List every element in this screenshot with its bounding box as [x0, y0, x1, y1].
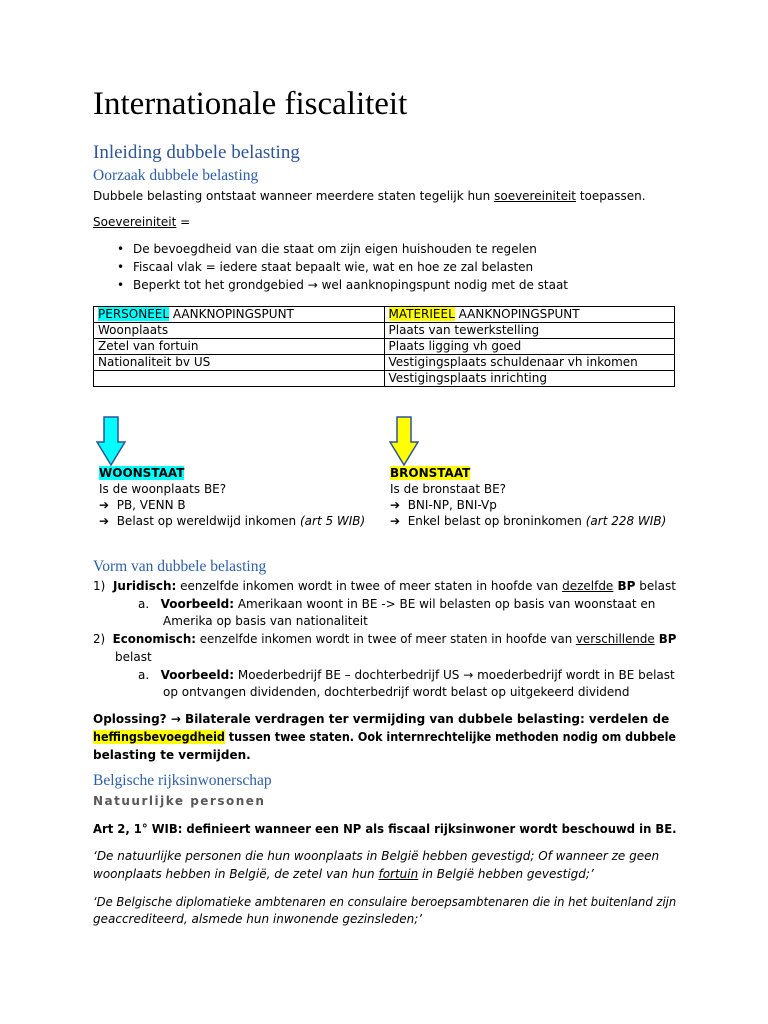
- oplossing-line1: [93, 711, 669, 727]
- quote2-line1: ‘De Belgische diplomatieke ambtenaren en consulaire beroepsambtenaren die in het buitenland zijn: [93, 895, 677, 909]
- item-bold: Juridisch:: [112, 579, 177, 593]
- table-row: [94, 323, 675, 339]
- art-bold: Art 2, 1° WIB:: [93, 822, 183, 836]
- quote2-line2: geaccrediteerd, alsmede hun inwonende gezinsleden;’: [93, 912, 423, 926]
- right-arrow-icon: ➔: [390, 498, 401, 512]
- item-text: eenzelfde inkomen wordt in twee of meer staten in hoofde van: [176, 579, 563, 593]
- woonstaat-block: [99, 465, 365, 529]
- quote-text: woonplaats hebben in België, de zetel van hun: [93, 867, 379, 881]
- table-cell: Nationaliteit bv US: [94, 355, 385, 371]
- section-heading-inleiding: Inleiding dubbele belasting: [93, 142, 300, 163]
- oplossing-text: → Bilaterale verdragen ter vermijding van dubbele belasting: verdelen de: [166, 712, 670, 726]
- intro-underlined-term: soevereiniteit: [494, 189, 577, 203]
- list-item: [390, 497, 666, 513]
- table-header-row: [94, 307, 675, 323]
- oplossing-bold: Oplossing?: [93, 712, 167, 726]
- list-item: [93, 242, 568, 260]
- oplossing-text: tussen twee staten. Ook internrechtelijke methoden nodig om dubbele: [224, 730, 676, 744]
- right-arrow-icon: ➔: [390, 514, 401, 528]
- bullet-icon: •: [117, 242, 125, 256]
- subheading-rijksinwonerschap: Belgische rijksinwonerschap: [93, 772, 272, 789]
- sub-bold: Voorbeeld:: [160, 668, 235, 682]
- table-row: [94, 371, 675, 387]
- down-arrow-yellow-icon: [389, 416, 419, 466]
- quote-text: in België hebben gevestigd;’: [418, 867, 594, 881]
- sub-letter: a.: [138, 597, 150, 611]
- item-underlined: dezelfde: [562, 579, 614, 593]
- ordered-item-1: [93, 578, 676, 594]
- quote-underlined: fortuin: [378, 867, 419, 881]
- right-arrow-icon: ➔: [99, 514, 110, 528]
- art-text: definieert wanneer een NP als fiscaal rijksinwoner wordt beschouwd in BE.: [182, 822, 677, 836]
- down-arrow-cyan-icon: [96, 416, 126, 466]
- right-arrow-icon: ➔: [99, 498, 110, 512]
- item-number: 2): [93, 632, 106, 646]
- table-cell: Vestigingsplaats schuldenaar vh inkomen: [384, 355, 675, 371]
- woonstaat-question: Is de woonplaats BE?: [99, 482, 227, 496]
- table-cell: Zetel van fortuin: [94, 339, 385, 355]
- table-cell: Plaats van tewerkstelling: [384, 323, 675, 339]
- sub-item-2a-line2: op ontvangen dividenden, dochterbedrijf wordt belast op uitgekeerd dividend: [163, 685, 630, 699]
- item-text: PB, VENN B: [116, 498, 186, 512]
- item-bold-bp: BP: [613, 579, 636, 593]
- item-underlined: verschillende: [575, 632, 655, 646]
- item-bold: Economisch:: [112, 632, 196, 646]
- table-header-personeel: [94, 307, 385, 323]
- definition-eq: =: [176, 215, 191, 229]
- intro-text-2: toepassen.: [576, 189, 646, 203]
- art-line: [93, 821, 677, 837]
- sub-item-1a: [138, 596, 655, 612]
- item-text: BNI-NP, BNI-Vp: [407, 498, 497, 512]
- header-rest: AANKNOPINGSPUNT: [454, 307, 580, 321]
- list-item: [99, 513, 365, 529]
- table-row: [94, 339, 675, 355]
- item-text: Enkel belast op broninkomen: [407, 514, 586, 528]
- table-header-materieel: [384, 307, 675, 323]
- ordered-item-2-line2: belast: [115, 650, 152, 664]
- list-item: [93, 278, 568, 296]
- page-title: Internationale fiscaliteit: [93, 86, 408, 122]
- item-number: 1): [93, 579, 106, 593]
- highlight-heffingsbevoegdheid: heffingsbevoegdheid: [93, 730, 225, 744]
- woonstaat-label: WOONSTAAT: [99, 466, 185, 480]
- bullet-text: Fiscaal vlak = iedere staat bepaalt wie, wat en hoe ze zal belasten: [133, 260, 534, 274]
- table-cell: Plaats ligging vh goed: [384, 339, 675, 355]
- highlight-materieel: MATERIEEL: [388, 307, 455, 321]
- sub-text: Moederbedrijf BE – dochterbedrijf US → moederbedrijf wordt in BE belast: [234, 668, 675, 682]
- sub-item-1a-line2: Amerika op basis van nationaliteit: [163, 614, 368, 628]
- bronstaat-label: BRONSTAAT: [390, 466, 471, 480]
- item-ref: (art 5 WIB): [299, 514, 366, 528]
- item-bold-bp: BP: [654, 632, 677, 646]
- sub-bold: Voorbeeld:: [160, 597, 235, 611]
- definition-line: [93, 214, 190, 230]
- item-ref: (art 228 WIB): [585, 514, 667, 528]
- list-item: [390, 513, 666, 529]
- item-text: eenzelfde inkomen wordt in twee of meer staten in hoofde van: [195, 632, 576, 646]
- oplossing-line2: [93, 729, 676, 745]
- list-item: [99, 497, 365, 513]
- quote1-line1: ‘De natuurlijke personen die hun woonplaats in België hebben gevestigd; Of wanneer ze geen: [93, 849, 660, 863]
- bullet-list: [93, 242, 568, 296]
- oplossing-line3: belasting te vermijden.: [93, 748, 251, 762]
- subheading-oorzaak: Oorzaak dubbele belasting: [93, 167, 259, 184]
- subheading-natuurlijke-personen: Natuurlijke personen: [93, 794, 266, 808]
- list-item: [93, 260, 568, 278]
- table-cell: Woonplaats: [94, 323, 385, 339]
- item-text: Belast op wereldwijd inkomen: [116, 514, 300, 528]
- aanknopingspunt-table: [93, 306, 675, 387]
- sub-letter: a.: [138, 668, 150, 682]
- bronstaat-question: Is de bronstaat BE?: [390, 482, 507, 496]
- intro-paragraph: [93, 188, 646, 204]
- sub-item-2a: [138, 667, 675, 683]
- bronstaat-block: [390, 465, 666, 529]
- bullet-icon: •: [117, 278, 125, 292]
- definition-term: Soevereiniteit: [93, 215, 177, 229]
- bullet-text: De bevoegdheid van die staat om zijn eigen huishouden te regelen: [133, 242, 537, 256]
- table-cell: Vestigingsplaats inrichting: [384, 371, 675, 387]
- bullet-icon: •: [117, 260, 125, 274]
- table-row: [94, 355, 675, 371]
- ordered-item-2: [93, 631, 676, 647]
- header-rest: AANKNOPINGSPUNT: [169, 307, 294, 321]
- bullet-text: Beperkt tot het grondgebied → wel aanknopingspunt nodig met de staat: [133, 278, 569, 292]
- subheading-vorm: Vorm van dubbele belasting: [93, 558, 267, 575]
- table-cell: [94, 371, 385, 387]
- highlight-personeel: PERSONEEL: [98, 307, 170, 321]
- sub-text: Amerikaan woont in BE -> BE wil belasten op basis van woonstaat en: [234, 597, 656, 611]
- intro-text-1: Dubbele belasting ontstaat wanneer meerdere staten tegelijk hun: [93, 189, 495, 203]
- quote1-line2: [93, 866, 594, 882]
- item-text: belast: [635, 579, 676, 593]
